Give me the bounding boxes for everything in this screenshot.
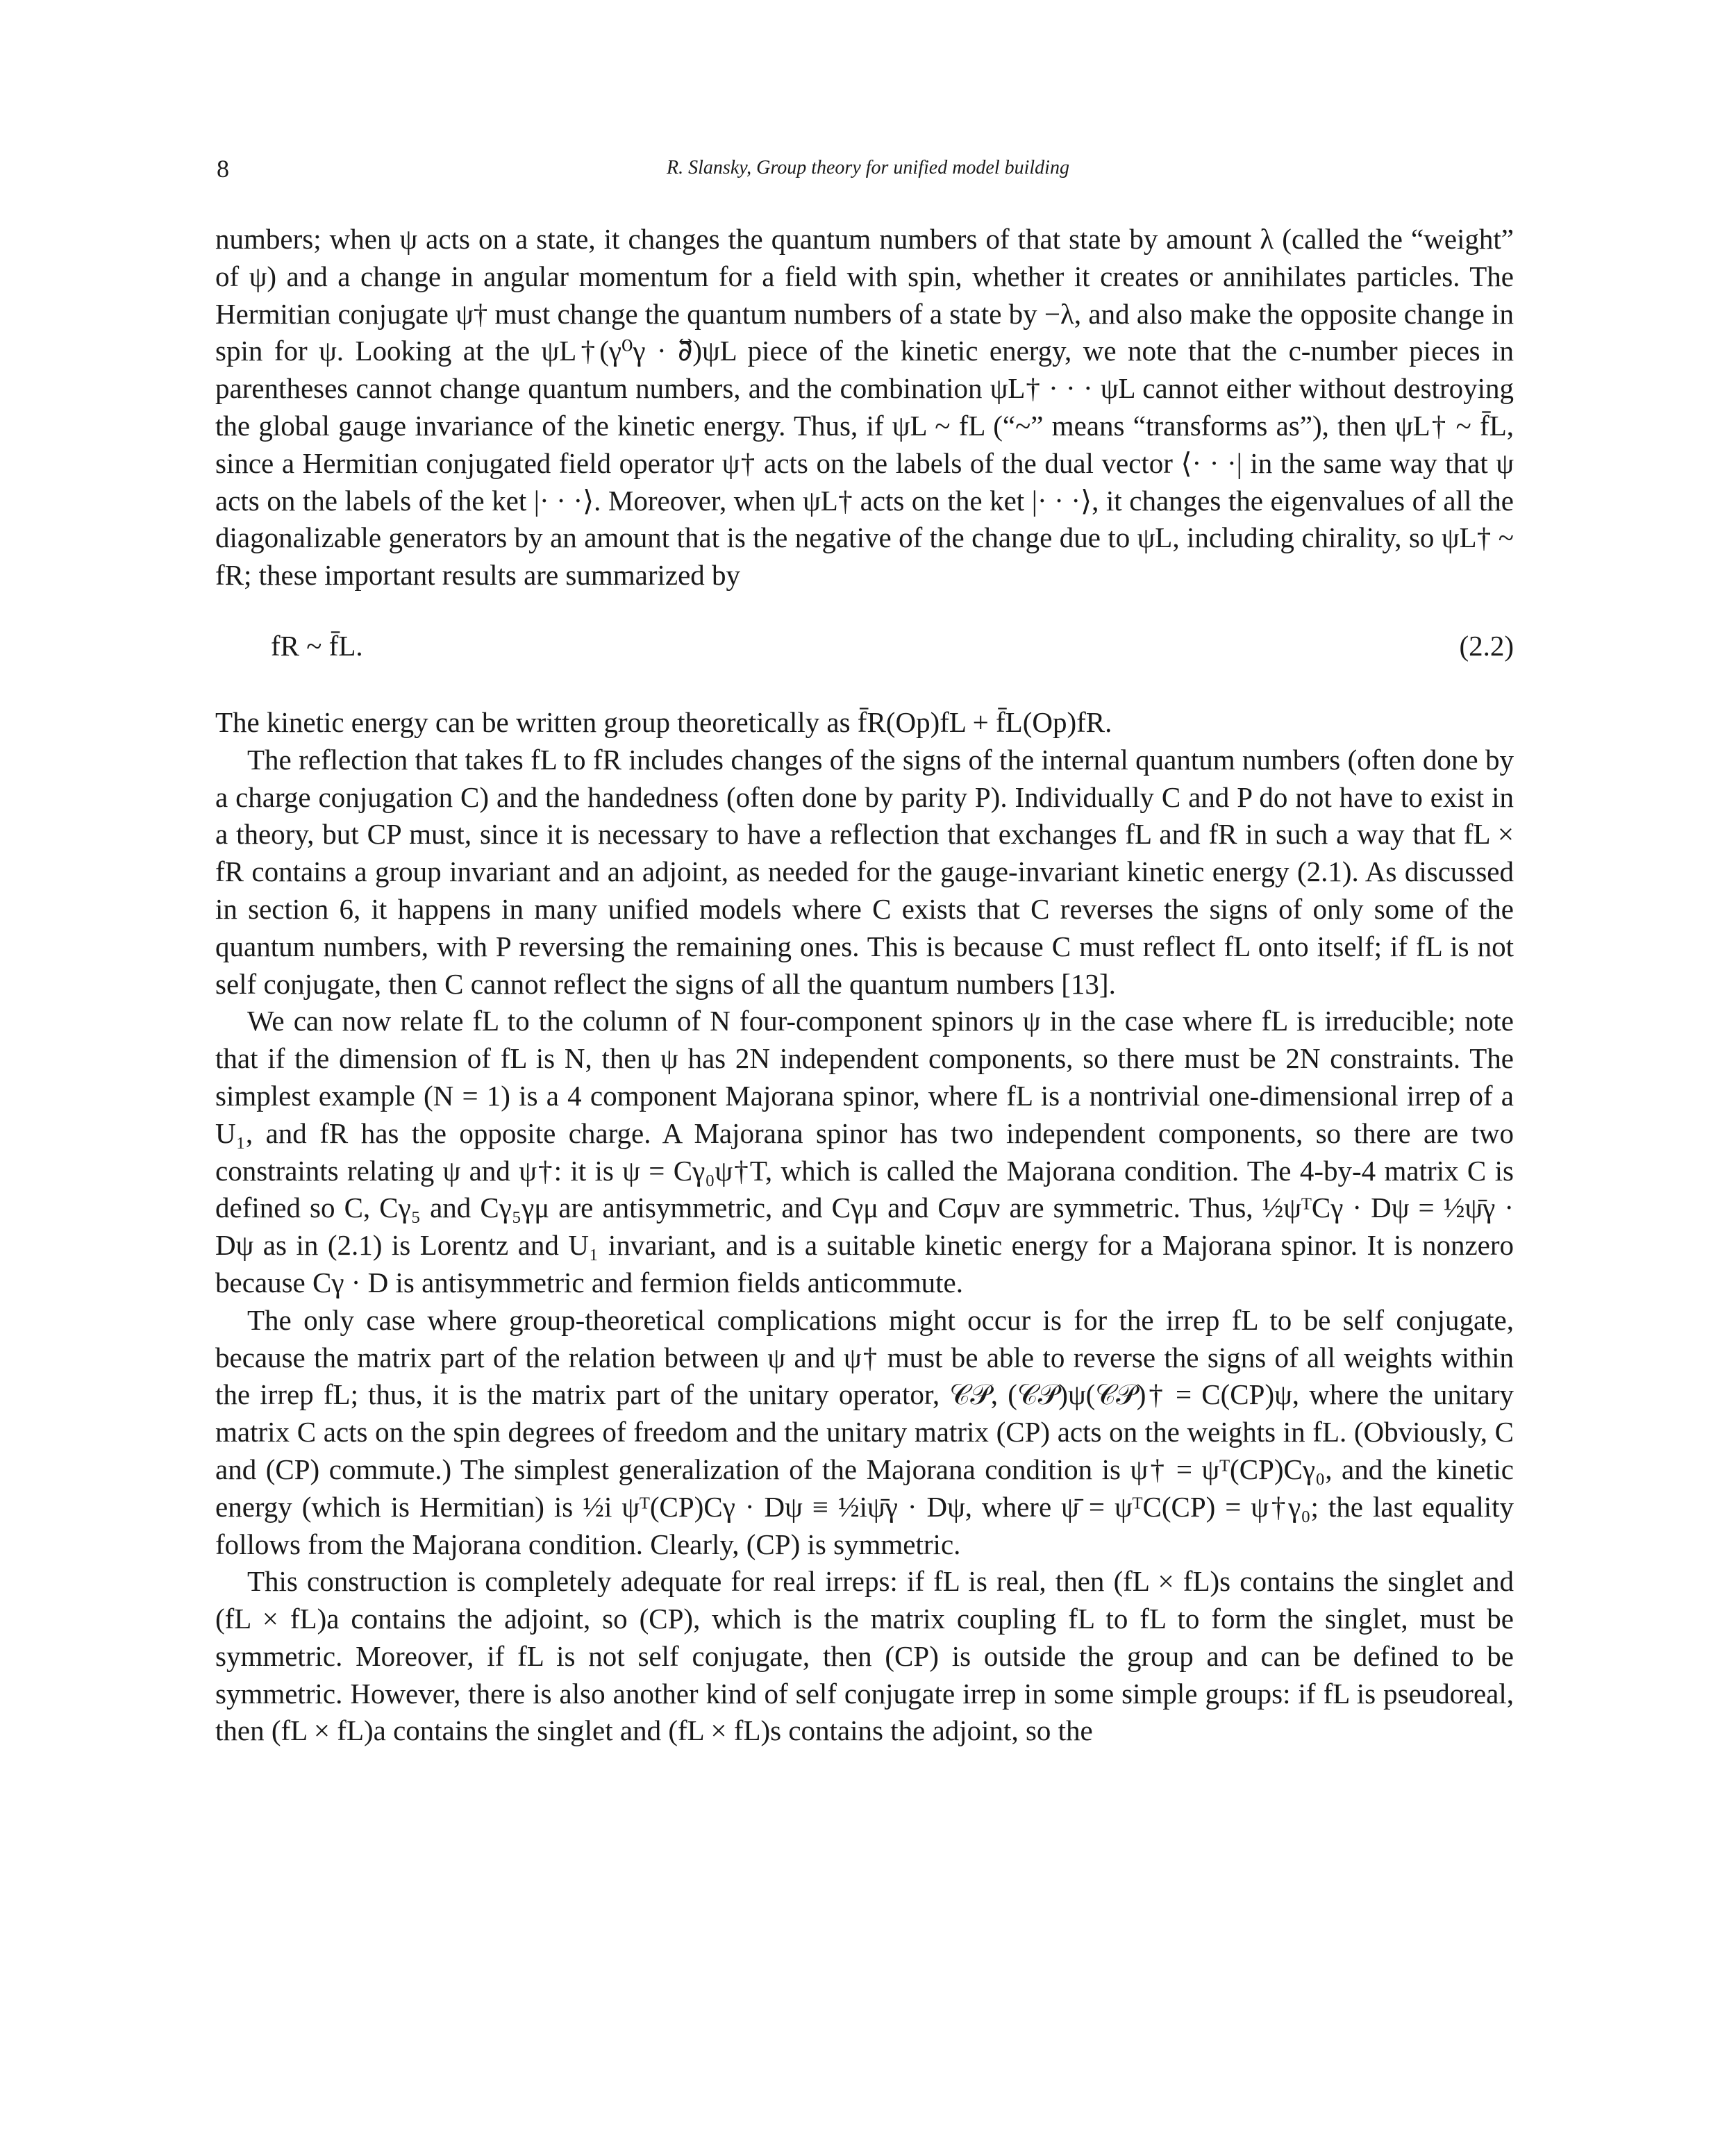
equation-number: (2.2) xyxy=(1459,629,1514,662)
running-head: R. Slansky, Group theory for unified model building xyxy=(667,157,1069,178)
paragraph-2: The kinetic energy can be written group theoretically as f̄R(Op)fL + f̄L(Op)fR. xyxy=(215,705,1112,738)
equation-2-2 xyxy=(215,628,1514,665)
body-text xyxy=(215,221,1514,1750)
paragraph-6: This construction is completely adequate for real irreps: if fL is real, then (fL × fL)s contains the singlet and (fL × fL)a contains the adjoint, so (CP), which is the matrix coupling fL to fL to form the singlet, must be symmetric. Moreover, if fL is not self conjugate, then (CP) is outside the group and can be defined to be symmetric. However, there is also another kind of self conjugate irrep in some simple groups: if fL is pseudoreal, then (fL × fL)a contains the singlet and (fL × fL)s contains the adjoint, so the xyxy=(215,1565,1514,1747)
paragraph-4: We can now relate fL to the column of N four-component spinors ψ in the case where fL is irreducible; note that if the dimension of fL is N, then ψ has 2N independent components, so there must be 2N constraints. The simplest example (N = 1) is a 4 component Majorana spinor, where fL is a nontrivial one-dimensional irrep of a U₁, and fR has the opposite charge. A Majorana spinor has two independent components, so there are two constraints relating ψ and ψ†: it is ψ = Cγ₀ψ†T, which is called the Majorana condition. The 4-by-4 matrix C is defined so C, Cγ₅ and Cγ₅γμ are antisymmetric, and Cγμ and Cσμν are symmetric. Thus, ½ψᵀCγ · Dψ = ½ψ̄γ · Dψ as in (2.1) is Lorentz and U₁ invariant, and is a suitable kinetic energy for a Majorana spinor. It is nonzero because Cγ · D is antisymmetric and fermion fields anticommute. xyxy=(215,1005,1514,1298)
paragraph-1: numbers; when ψ acts on a state, it changes the quantum numbers of that state by amount λ (called the “weight” of ψ) and a change in angular momentum for a field with spin, whether it creates or annihilates particles. The Hermitian conjugate ψ† must change the quantum numbers of a state by −λ, and also make the opposite change in spin for ψ. Looking at the ψL†(γ⁰γ · ∂⃡)ψL piece of the kinetic energy, we note that the c-number pieces in parentheses cannot change quantum numbers, and the combination ψL† · · · ψL cannot either without destroying the global gauge invariance of the kinetic energy. Thus, if ψL ~ fL (“~” means “transforms as”), then ψL† ~ f̄L, since a Hermitian conjugated field operator ψ† acts on the labels of the dual vector ⟨· · ·| in the same way that ψ acts on the labels of the ket |· · ·⟩. Moreover, when ψL† acts on the ket |· · ·⟩, it changes the eigenvalues of all the diagonalizable generators by an amount that is the negative of the change due to ψL, including chirality, so ψL† ~ fR; these important results are summarized by xyxy=(215,223,1514,592)
equation-body: fR ~ f̄L. xyxy=(271,629,363,662)
paragraph-3: The reflection that takes fL to fR includes changes of the signs of the internal quantum numbers (often done by a charge conjugation C) and the handedness (often done by parity P). Individually C and P do not have to exist in a theory, but CP must, since it is necessary to have a reflection that exchanges fL and fR in such a way that fL × fR contains a group invariant and an adjoint, as needed for the gauge-invariant kinetic energy (2.1). As discussed in section 6, it happens in many unified models where C exists that C reverses the signs of only some of the quantum numbers, with P reversing the remaining ones. This is because C must reflect fL onto itself; if fL is not self conjugate, then C cannot reflect the signs of all the quantum numbers [13]. xyxy=(215,743,1514,1000)
page-number: 8 xyxy=(217,155,229,183)
page-header xyxy=(0,154,1736,196)
paragraph-5: The only case where group-theoretical complications might occur is for the irrep fL to be self conjugate, because the matrix part of the relation between ψ and ψ† must be able to reverse the signs of all weights within the irrep fL; thus, it is the matrix part of the unitary operator, 𝒞𝒫, (𝒞𝒫)ψ(𝒞𝒫)† = C(CP)ψ, where the unitary matrix C acts on the spin degrees of freedom and the unitary matrix (CP) acts on the weights in fL. (Obviously, C and (CP) commute.) The simplest generalization of the Majorana condition is ψ† = ψᵀ(CP)Cγ₀, and the kinetic energy (which is Hermitian) is ½i ψᵀ(CP)Cγ · Dψ ≡ ½iψ̄γ · Dψ, where ψ̄ = ψᵀC(CP) = ψ†γ₀; the last equality follows from the Majorana condition. Clearly, (CP) is symmetric. xyxy=(215,1303,1514,1560)
